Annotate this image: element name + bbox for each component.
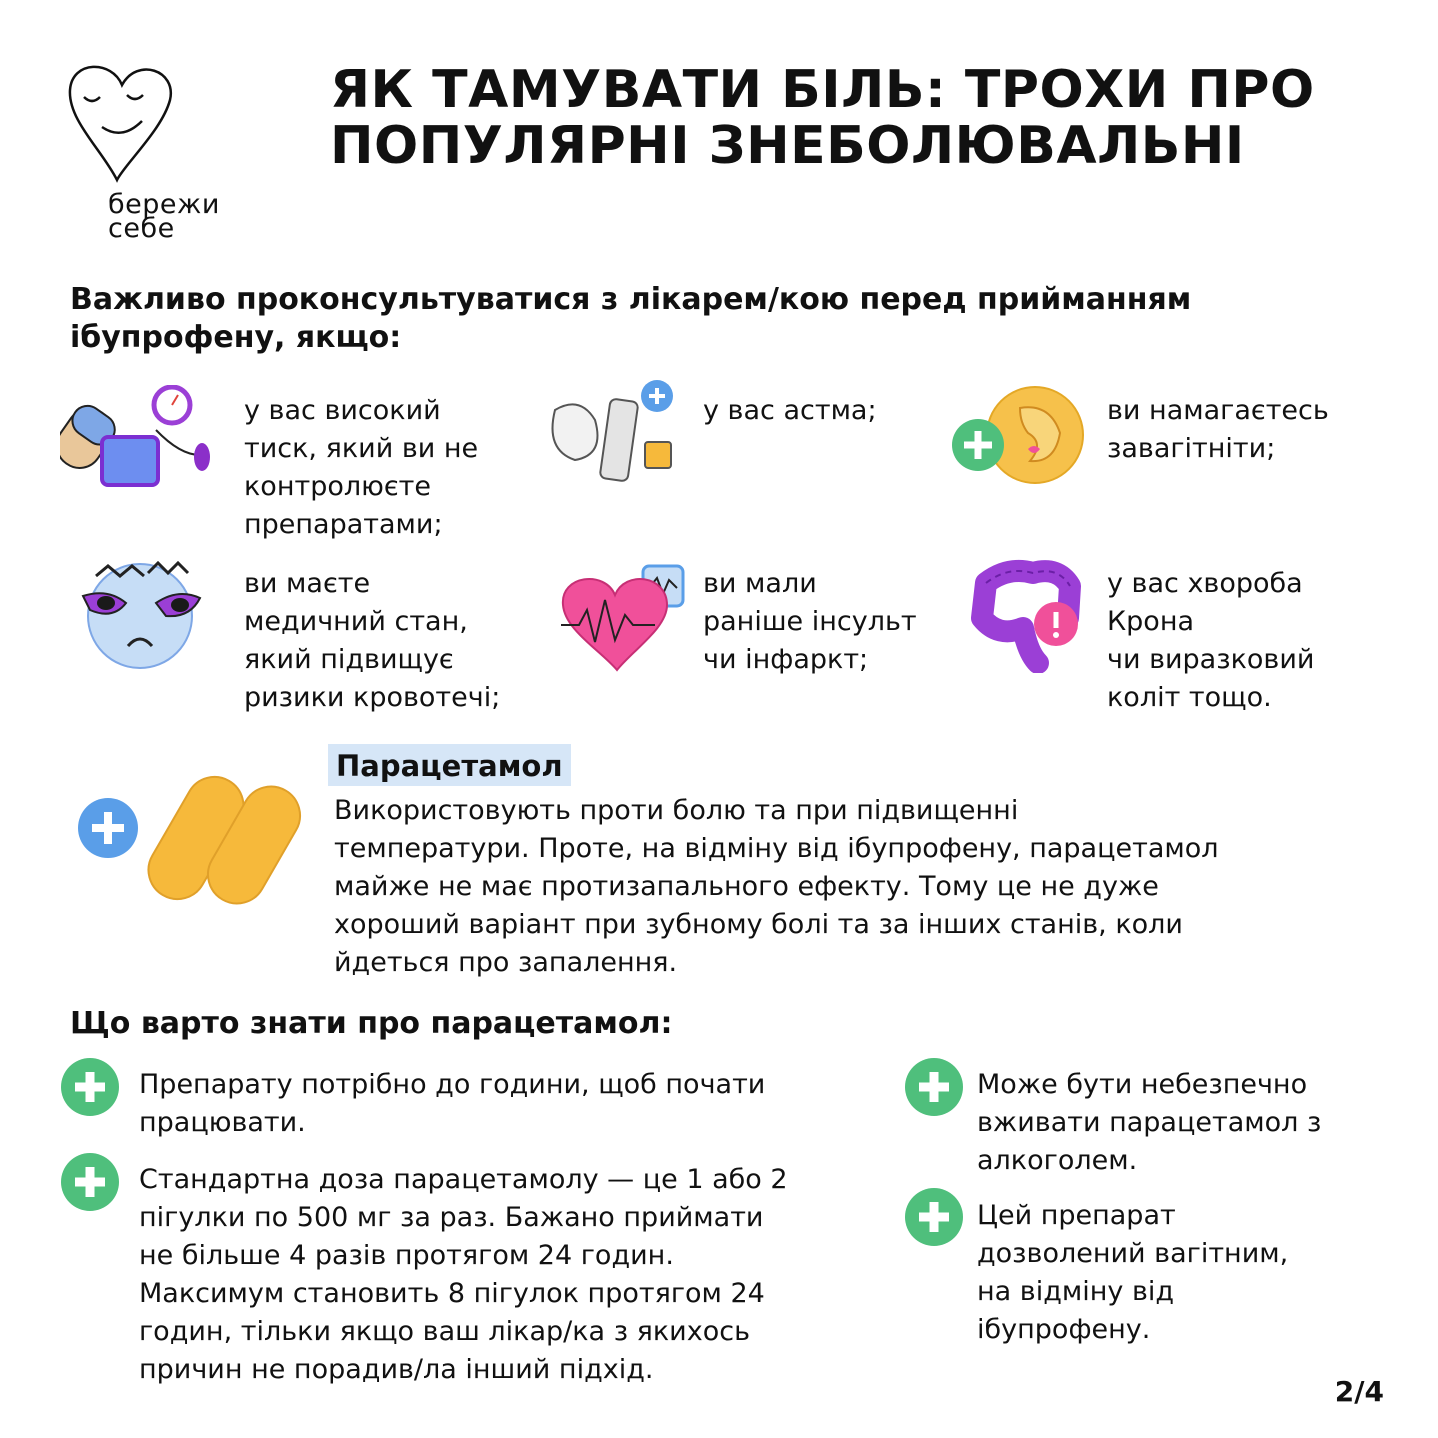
intro-heading: Важливо проконсультуватися з лікарем/кою перед прийманням ібупрофену, якщо:	[70, 282, 1192, 355]
heart-icon	[555, 560, 690, 680]
condition-asthma: у вас астма;	[703, 395, 877, 426]
fact-right-2: Цей препарат дозволений вагітним, на відміну від ібупрофену.	[977, 1200, 1289, 1345]
plus-icon	[61, 1058, 119, 1116]
condition-stroke: ви мали раніше інсульт чи інфаркт;	[703, 568, 917, 675]
page-number: 2/4	[1334, 1375, 1384, 1408]
intestine-icon	[968, 558, 1088, 678]
brand-line-2: себе	[108, 213, 175, 244]
page-title: ЯК ТАМУВАТИ БІЛЬ: ТРОХИ ПРО ПОПУЛЯРНІ ЗНЕБОЛЮВАЛЬНІ	[330, 60, 1315, 176]
blood-pressure-icon	[60, 385, 210, 500]
plus-icon	[905, 1188, 963, 1246]
fact-left-2: Стандартна доза парацетамолу — це 1 або 2 пігулки по 500 мг за раз. Бажано приймати не більше 4 разів протягом 24 годин. Максимум становить 8 пігулок протягом 24 годин, тільки якщо ваш лікар/ка з якихось причин не порадив/ла інший підхід.	[139, 1164, 788, 1385]
plus-icon	[905, 1058, 963, 1116]
pregnancy-icon	[950, 383, 1090, 498]
sad-face-icon	[78, 558, 208, 678]
fact-left-1: Препарату потрібно до години, щоб почати працювати.	[139, 1069, 766, 1138]
condition-crohn: у вас хвороба Крона чи виразковий коліт тощо.	[1107, 568, 1315, 713]
condition-pregnancy: ви намагаєтесь завагітніти;	[1107, 395, 1329, 464]
brand-line-1: бережи	[108, 189, 220, 220]
condition-high-pressure: у вас високий тиск, який ви не контролюєте препаратами;	[244, 395, 479, 540]
paracetamol-description: Використовують проти болю та при підвищенні температури. Проте, на відміну від ібупрофену, парацетамол майже не має протизапального ефекту. Тому це не дуже хороший варіант при зубному болі та за інших станів, коли йдеться про запалення.	[334, 795, 1219, 978]
fact-right-1: Може бути небезпечно вживати парацетамол з алкоголем.	[977, 1069, 1322, 1176]
plus-icon	[61, 1153, 119, 1211]
brand-name	[108, 189, 220, 244]
inhaler-icon	[535, 380, 685, 505]
paracetamol-pills-icon	[75, 770, 305, 915]
paracetamol-label: Парацетамол	[328, 744, 571, 786]
know-heading: Що варто знати про парацетамол:	[70, 1006, 673, 1041]
brand-logo	[62, 55, 242, 255]
condition-bleeding: ви маєте медичний стан, який підвищує ризики кровотечі;	[244, 568, 501, 713]
smiling-heart-icon	[62, 55, 182, 195]
